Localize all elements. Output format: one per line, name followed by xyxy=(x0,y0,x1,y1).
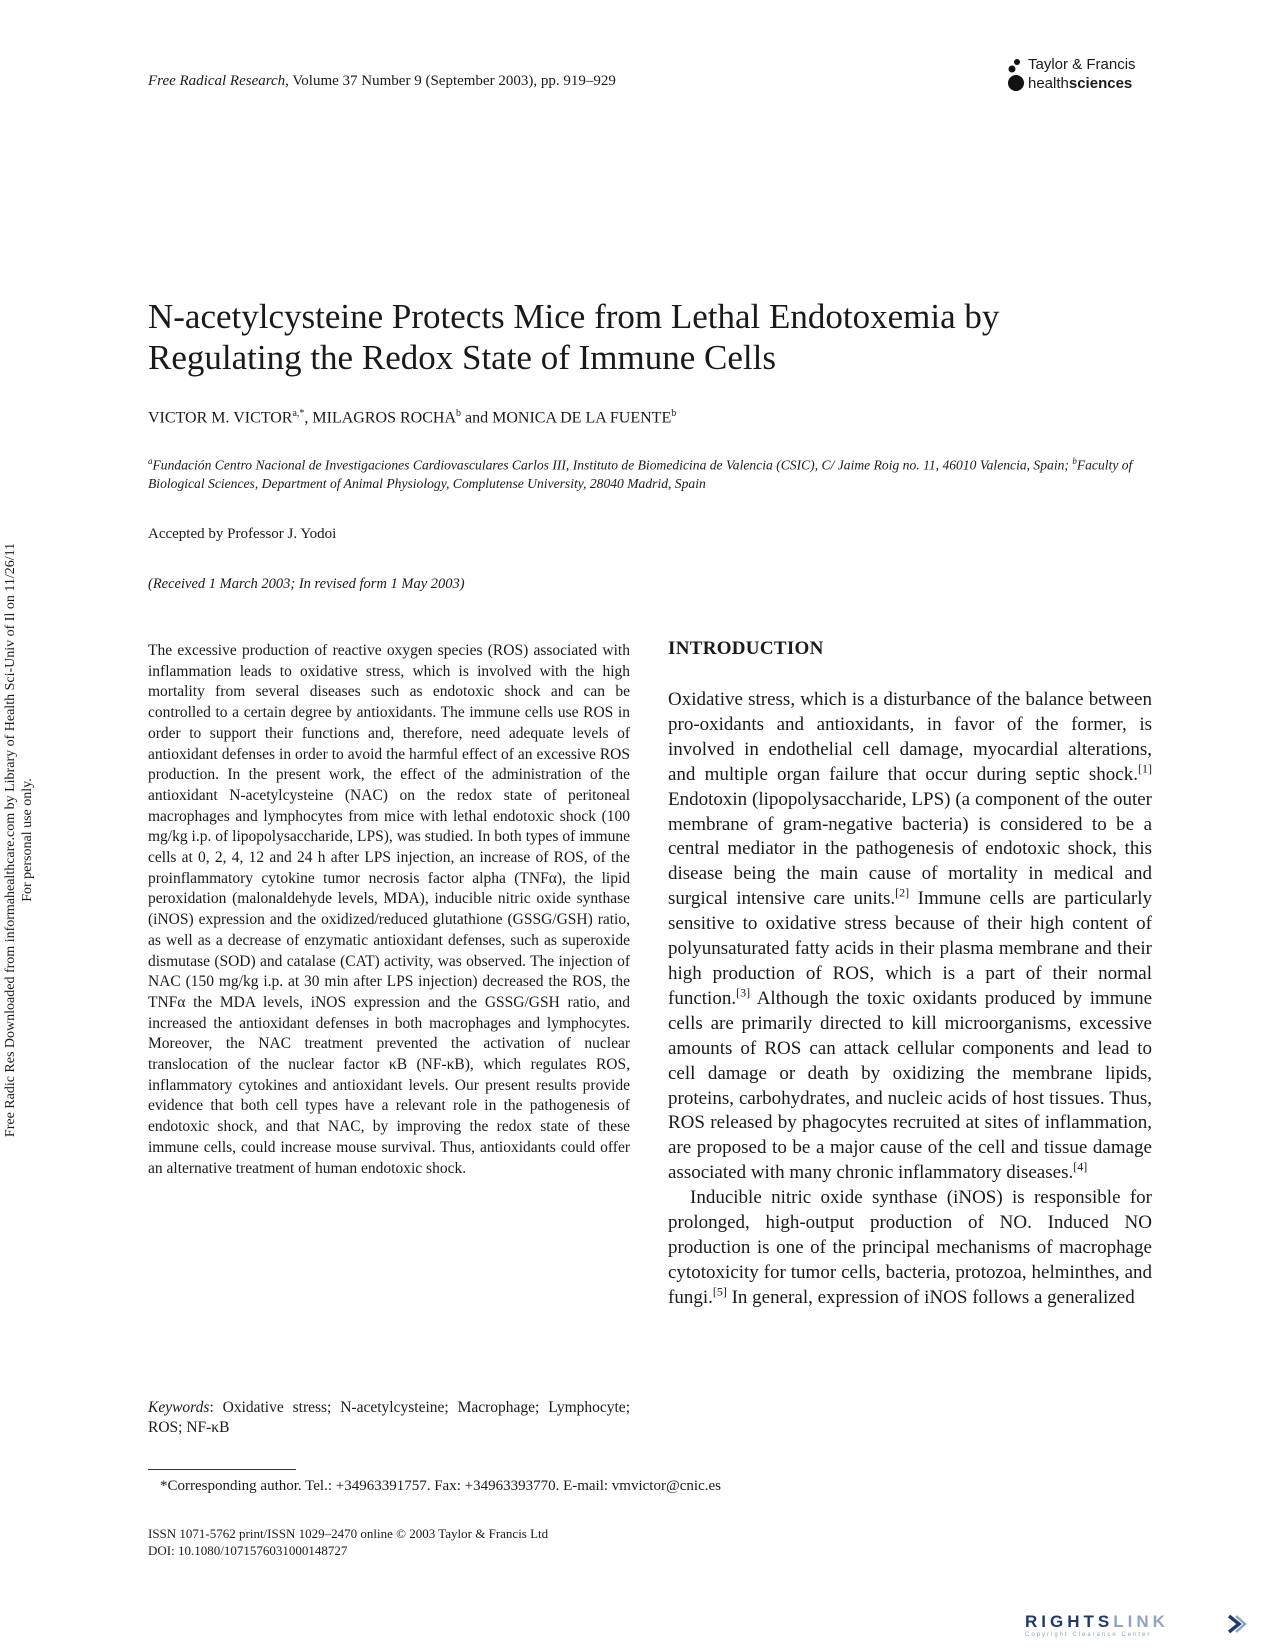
footnote-divider xyxy=(148,1469,296,1470)
citation-ref-3[interactable]: [3] xyxy=(736,985,751,1000)
citation-ref-4[interactable]: [4] xyxy=(1073,1159,1088,1174)
intro-p2-b: In general, expression of iNOS follows a generalized xyxy=(726,1286,1135,1308)
keywords-list: : Oxidative stress; N-acetylcysteine; Macrophage; Lymphocyte; ROS; NF-κB xyxy=(148,1399,630,1436)
introduction-body xyxy=(668,688,1152,1311)
watermark-line-2: For personal use only. xyxy=(20,778,35,902)
keywords-label: Keywords xyxy=(148,1399,210,1416)
publisher-imprint-b: sciences xyxy=(1068,75,1133,92)
affil-a: Fundación Centro Nacional de Investigaciones Cardiovasculares Carlos III, Instituto de Biomedicina de Valencia (CSIC), C/ Jaime Roig no. 11, 46010 Valencia, Spain; xyxy=(152,457,1073,473)
citation-ref-5[interactable]: [5] xyxy=(712,1284,727,1299)
author-1-affil: a,* xyxy=(292,408,305,419)
author-sep-1: , xyxy=(304,409,313,427)
issn-line: ISSN 1071-5762 print/ISSN 1029–2470 online © 2003 Taylor & Francis Ltd xyxy=(148,1526,549,1541)
abstract: The excessive production of reactive oxygen species (ROS) associated with inflammation leads to oxidative stress, which is involved with the high mortality from several diseases such as endotoxic shock and can be controlled to a certain degree by antioxidants. The immune cells use ROS in order to support their functions and, therefore, need adequate levels of antioxidant defenses in order to avoid the harmful effect of an excessive ROS production. In the present work, the effect of the administration of the antioxidant N-acetylcysteine (NAC) on the redox state of peritoneal macrophages and lymphocytes from mice with lethal endotoxic shock (100 mg/kg i.p. of lipopolysaccharide, LPS), was studied. In both types of immune cells at 0, 2, 4, 12 and 24 h after LPS injection, an increase of ROS, of the proinflammatory cytokine tumor necrosis factor alpha (TNFα), the lipid peroxidation (malonaldehyde levels, MDA), inducible nitric oxide synthase (iNOS) expression and the oxidized/reduced glutathione (GSSG/GSH) ratio, as well as a decrease of enzymatic antioxidant defenses, such as superoxide dismutase (SOD) and catalase (CAT) activity, was observed. The injection of NAC (150 mg/kg i.p. at 30 min after LPS injection) decreased the ROS, the TNFα the MDA levels, iNOS expression and the GSSG/GSH ratio, and increased the antioxidant defenses in both macrophages and lymphocytes. Moreover, the NAC treatment prevented the activation of nuclear translocation of the nuclear factor κB (NF-κB), which regulates ROS, inflammatory cytokines and antioxidant levels. Our present results provide evidence that both cell types have a relevant role in the pathogenesis of endotoxic shock, and that NAC, by improving the redox state of these immune cells, could increase mouse survival. Thus, antioxidants could offer an alternative treatment of human endotoxic shock. xyxy=(148,642,630,1177)
publisher-name: Taylor & Francis xyxy=(1028,56,1136,73)
rightslink-wordmark xyxy=(1025,1612,1169,1632)
author-2: MILAGROS ROCHA xyxy=(312,409,456,427)
publisher-logo xyxy=(1006,54,1156,96)
accepted-by: Accepted by Professor J. Yodoi xyxy=(148,526,337,542)
received-dates: (Received 1 March 2003; In revised form 1 May 2003) xyxy=(148,576,465,592)
intro-paragraph-1 xyxy=(668,688,1152,1186)
publisher-imprint xyxy=(1028,75,1132,92)
doi-line: DOI: 10.1080/1071576031000148727 xyxy=(148,1543,348,1558)
affil-b-marker: b xyxy=(1072,456,1077,466)
rightslink-tagline: Copyright Clearance Center xyxy=(1025,1632,1152,1638)
author-list xyxy=(148,408,676,427)
section-heading-introduction: INTRODUCTION xyxy=(668,638,824,659)
citation-ref-1[interactable]: [1] xyxy=(1138,761,1152,776)
publisher-logo-icon xyxy=(1006,58,1026,92)
author-3: MONICA DE LA FUENTE xyxy=(492,409,672,427)
download-watermark xyxy=(2,520,36,1160)
rightslink-word-a: RIGHTS xyxy=(1025,1612,1114,1631)
journal-name: Free Radical Research xyxy=(148,73,286,89)
intro-p1-c: Immune cells are particularly sensitive to oxidative stress because of their high content of polyunsaturated fatty acids in their plasma membrane and their high production of ROS, which is a part of their normal function. xyxy=(668,888,1152,1009)
intro-p1-d: Although the toxic oxidants produced by immune cells are primarily directed to kill microorganisms, excessive amounts of ROS can attack cellular components and lead to cell damage or death by oxidizing the membrane lipids, proteins, carbohydrates, and nucleic acids of host tissues. Thus, ROS released by phagocytes recruited at sites of inflammation, are proposed to be a major cause of the cell and tissue damage associated with many chronic inflammatory diseases. xyxy=(668,987,1152,1184)
journal-citation xyxy=(148,73,616,90)
author-2-affil: b xyxy=(456,408,461,419)
author-3-affil: b xyxy=(671,408,677,419)
corresponding-author-footnote: *Corresponding author. Tel.: +34963391757. Fax: +34963393770. E-mail: vmvictor@cnic.es xyxy=(160,1478,722,1494)
journal-details: , Volume 37 Number 9 (September 2003), pp. 919–929 xyxy=(285,73,616,89)
rightslink-word-b: LINK xyxy=(1113,1612,1169,1631)
intro-p1-b: Endotoxin (lipopolysaccharide, LPS) (a component of the outer membrane of gram-negative bacteria) is considered to be a central mediator in the pathogenesis of endotoxic shock, this disease being the main cause of mortality in medical and surgical intensive care units. xyxy=(668,788,1152,910)
citation-ref-2[interactable]: [2] xyxy=(895,885,910,900)
publisher-imprint-a: health xyxy=(1028,75,1069,92)
keywords xyxy=(148,1398,630,1438)
intro-paragraph-2 xyxy=(668,1186,1152,1311)
intro-p2-a: Inducible nitric oxide synthase (iNOS) is responsible for prolonged, high-output production of NO. Induced NO production is one of the principal mechanisms of macrophage cytotoxicity for tumor cells, bacteria, protozoa, helminthes, and fungi. xyxy=(668,1187,1152,1308)
author-1: VICTOR M. VICTOR xyxy=(148,409,293,427)
issn-doi-block xyxy=(148,1525,548,1559)
affil-a-marker: a xyxy=(148,456,153,466)
author-sep-2: and xyxy=(461,409,493,427)
affiliations xyxy=(148,452,1158,493)
watermark-line-1: Free Radic Res Downloaded from informahealthcare.com by Library of Health Sci-Univ of Il on 11/26/11 xyxy=(3,542,18,1138)
paper-title: N-acetylcysteine Protects Mice from Lethal Endotoxemia by Regulating the Redox State of Immune Cells xyxy=(148,297,1000,377)
affil-b: Faculty of Biological Sciences, Department of Animal Physiology, Complutense University, 28040 Madrid, Spain xyxy=(148,457,1133,491)
intro-p1-a: Oxidative stress, which is a disturbance of the balance between pro-oxidants and antioxidants, in favor of the former, is involved in endothelial cell damage, myocardial alterations, and multiple organ failure that occur during septic shock. xyxy=(668,689,1152,785)
rightslink-arrow-icon xyxy=(1225,1613,1247,1635)
rightslink-logo[interactable] xyxy=(1025,1612,1255,1642)
